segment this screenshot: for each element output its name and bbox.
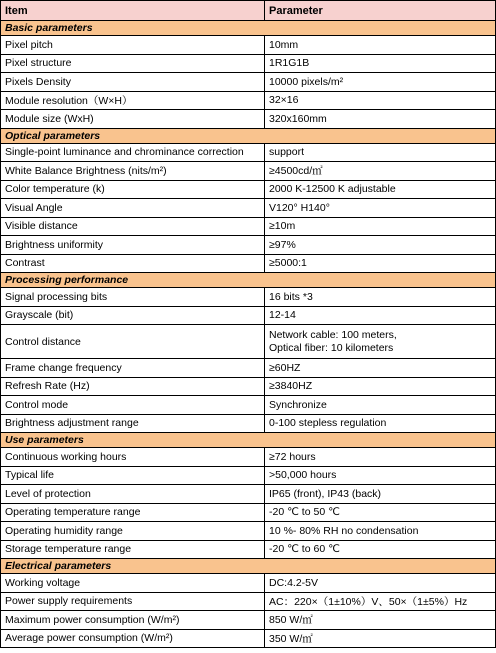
table-row: [1, 180, 496, 199]
item-cell: Refresh Rate (Hz): [1, 377, 265, 396]
table-row: [1, 217, 496, 236]
table-row: [1, 503, 496, 522]
value-cell: 32×16: [265, 91, 496, 110]
item-cell: Visual Angle: [1, 199, 265, 218]
value-cell: 12-14: [265, 306, 496, 325]
table-row: [1, 448, 496, 467]
value-cell: 10 %- 80% RH no condensation: [265, 522, 496, 541]
value-cell: IP65 (front), IP43 (back): [265, 485, 496, 504]
value-cell: -20 ℃ to 60 ℃: [265, 540, 496, 559]
value-line-2: Optical fiber: 10 kilometers: [269, 341, 394, 354]
item-cell: Visible distance: [1, 217, 265, 236]
value-cell: V120° H140°: [265, 199, 496, 218]
section-header-row: [1, 21, 496, 36]
table-row: [1, 54, 496, 73]
table-row: [1, 254, 496, 273]
section-title: Basic parameters: [1, 21, 496, 36]
section-title: Electrical parameters: [1, 559, 496, 574]
value-cell: 16 bits *3: [265, 288, 496, 307]
section-title: Optical parameters: [1, 128, 496, 143]
section-header-row: [1, 273, 496, 288]
table-row: [1, 325, 496, 359]
table-row: [1, 288, 496, 307]
table-row: [1, 162, 496, 181]
item-cell: Module size (WxH): [1, 110, 265, 129]
value-cell: ≥60HZ: [265, 359, 496, 378]
table-row: [1, 522, 496, 541]
table-row: [1, 199, 496, 218]
value-cell: >50,000 hours: [265, 466, 496, 485]
table-row: [1, 236, 496, 255]
value-cell: ≥10m: [265, 217, 496, 236]
value-cell: support: [265, 143, 496, 162]
item-cell: Color temperature (k): [1, 180, 265, 199]
section-title: Use parameters: [1, 433, 496, 448]
value-cell: ≥3840HZ: [265, 377, 496, 396]
value-cell: 2000 K-12500 K adjustable: [265, 180, 496, 199]
table-row: [1, 592, 496, 611]
value-cell: 320x160mm: [265, 110, 496, 129]
item-cell: Brightness uniformity: [1, 236, 265, 255]
table-row: [1, 73, 496, 92]
table-row: [1, 143, 496, 162]
header-parameter: Parameter: [265, 1, 496, 21]
item-cell: Operating temperature range: [1, 503, 265, 522]
item-cell: Storage temperature range: [1, 540, 265, 559]
section-header-row: [1, 433, 496, 448]
value-line-1: Network cable: 100 meters,: [269, 328, 397, 341]
item-cell: Working voltage: [1, 574, 265, 593]
table-row: [1, 485, 496, 504]
table-row: [1, 91, 496, 110]
table-row: [1, 414, 496, 433]
item-cell: Continuous working hours: [1, 448, 265, 467]
section-header-row: [1, 128, 496, 143]
item-cell: Single-point luminance and chrominance correction: [1, 143, 265, 162]
table-row: [1, 540, 496, 559]
item-cell: Pixel pitch: [1, 36, 265, 55]
item-cell: Pixel structure: [1, 54, 265, 73]
value-cell: ≥72 hours: [265, 448, 496, 467]
item-cell: Contrast: [1, 254, 265, 273]
value-cell: [265, 325, 496, 359]
item-cell: Average power consumption (W/m²): [1, 629, 265, 648]
value-cell: 0-100 stepless regulation: [265, 414, 496, 433]
table-row: [1, 306, 496, 325]
value-cell: ≥5000:1: [265, 254, 496, 273]
item-cell: Power supply requirements: [1, 592, 265, 611]
table-row: [1, 396, 496, 415]
value-cell: ≥4500cd/㎡: [265, 162, 496, 181]
item-cell: Grayscale (bit): [1, 306, 265, 325]
item-cell: White Balance Brightness (nits/m²): [1, 162, 265, 181]
item-cell: Pixels Density: [1, 73, 265, 92]
value-cell: AC：220×（1±10%）V、50×（1±5%）Hz: [265, 592, 496, 611]
item-cell: Typical life: [1, 466, 265, 485]
table-row: [1, 359, 496, 378]
value-cell: 850 W/㎡: [265, 611, 496, 630]
value-cell: -20 ℃ to 50 ℃: [265, 503, 496, 522]
table-row: [1, 36, 496, 55]
item-cell: Level of protection: [1, 485, 265, 504]
value-cell: 350 W/㎡: [265, 629, 496, 648]
value-cell: DC:4.2-5V: [265, 574, 496, 593]
table-row: [1, 574, 496, 593]
table-row: [1, 110, 496, 129]
table-row: [1, 629, 496, 648]
item-cell: Module resolution（W×H）: [1, 91, 265, 110]
item-cell: Control distance: [1, 325, 265, 359]
table-row: [1, 611, 496, 630]
item-cell: Frame change frequency: [1, 359, 265, 378]
value-cell: Synchronize: [265, 396, 496, 415]
item-cell: Brightness adjustment range: [1, 414, 265, 433]
item-cell: Maximum power consumption (W/m²): [1, 611, 265, 630]
spec-table-body: [1, 1, 496, 648]
item-cell: Control mode: [1, 396, 265, 415]
value-cell: 1R1G1B: [265, 54, 496, 73]
value-cell: 10mm: [265, 36, 496, 55]
item-cell: Signal processing bits: [1, 288, 265, 307]
value-cell: ≥97%: [265, 236, 496, 255]
header-item: Item: [1, 1, 265, 21]
table-header-row: [1, 1, 496, 21]
value-cell: 10000 pixels/m²: [265, 73, 496, 92]
section-header-row: [1, 559, 496, 574]
item-cell: Operating humidity range: [1, 522, 265, 541]
section-title: Processing performance: [1, 273, 496, 288]
table-row: [1, 466, 496, 485]
table-row: [1, 377, 496, 396]
